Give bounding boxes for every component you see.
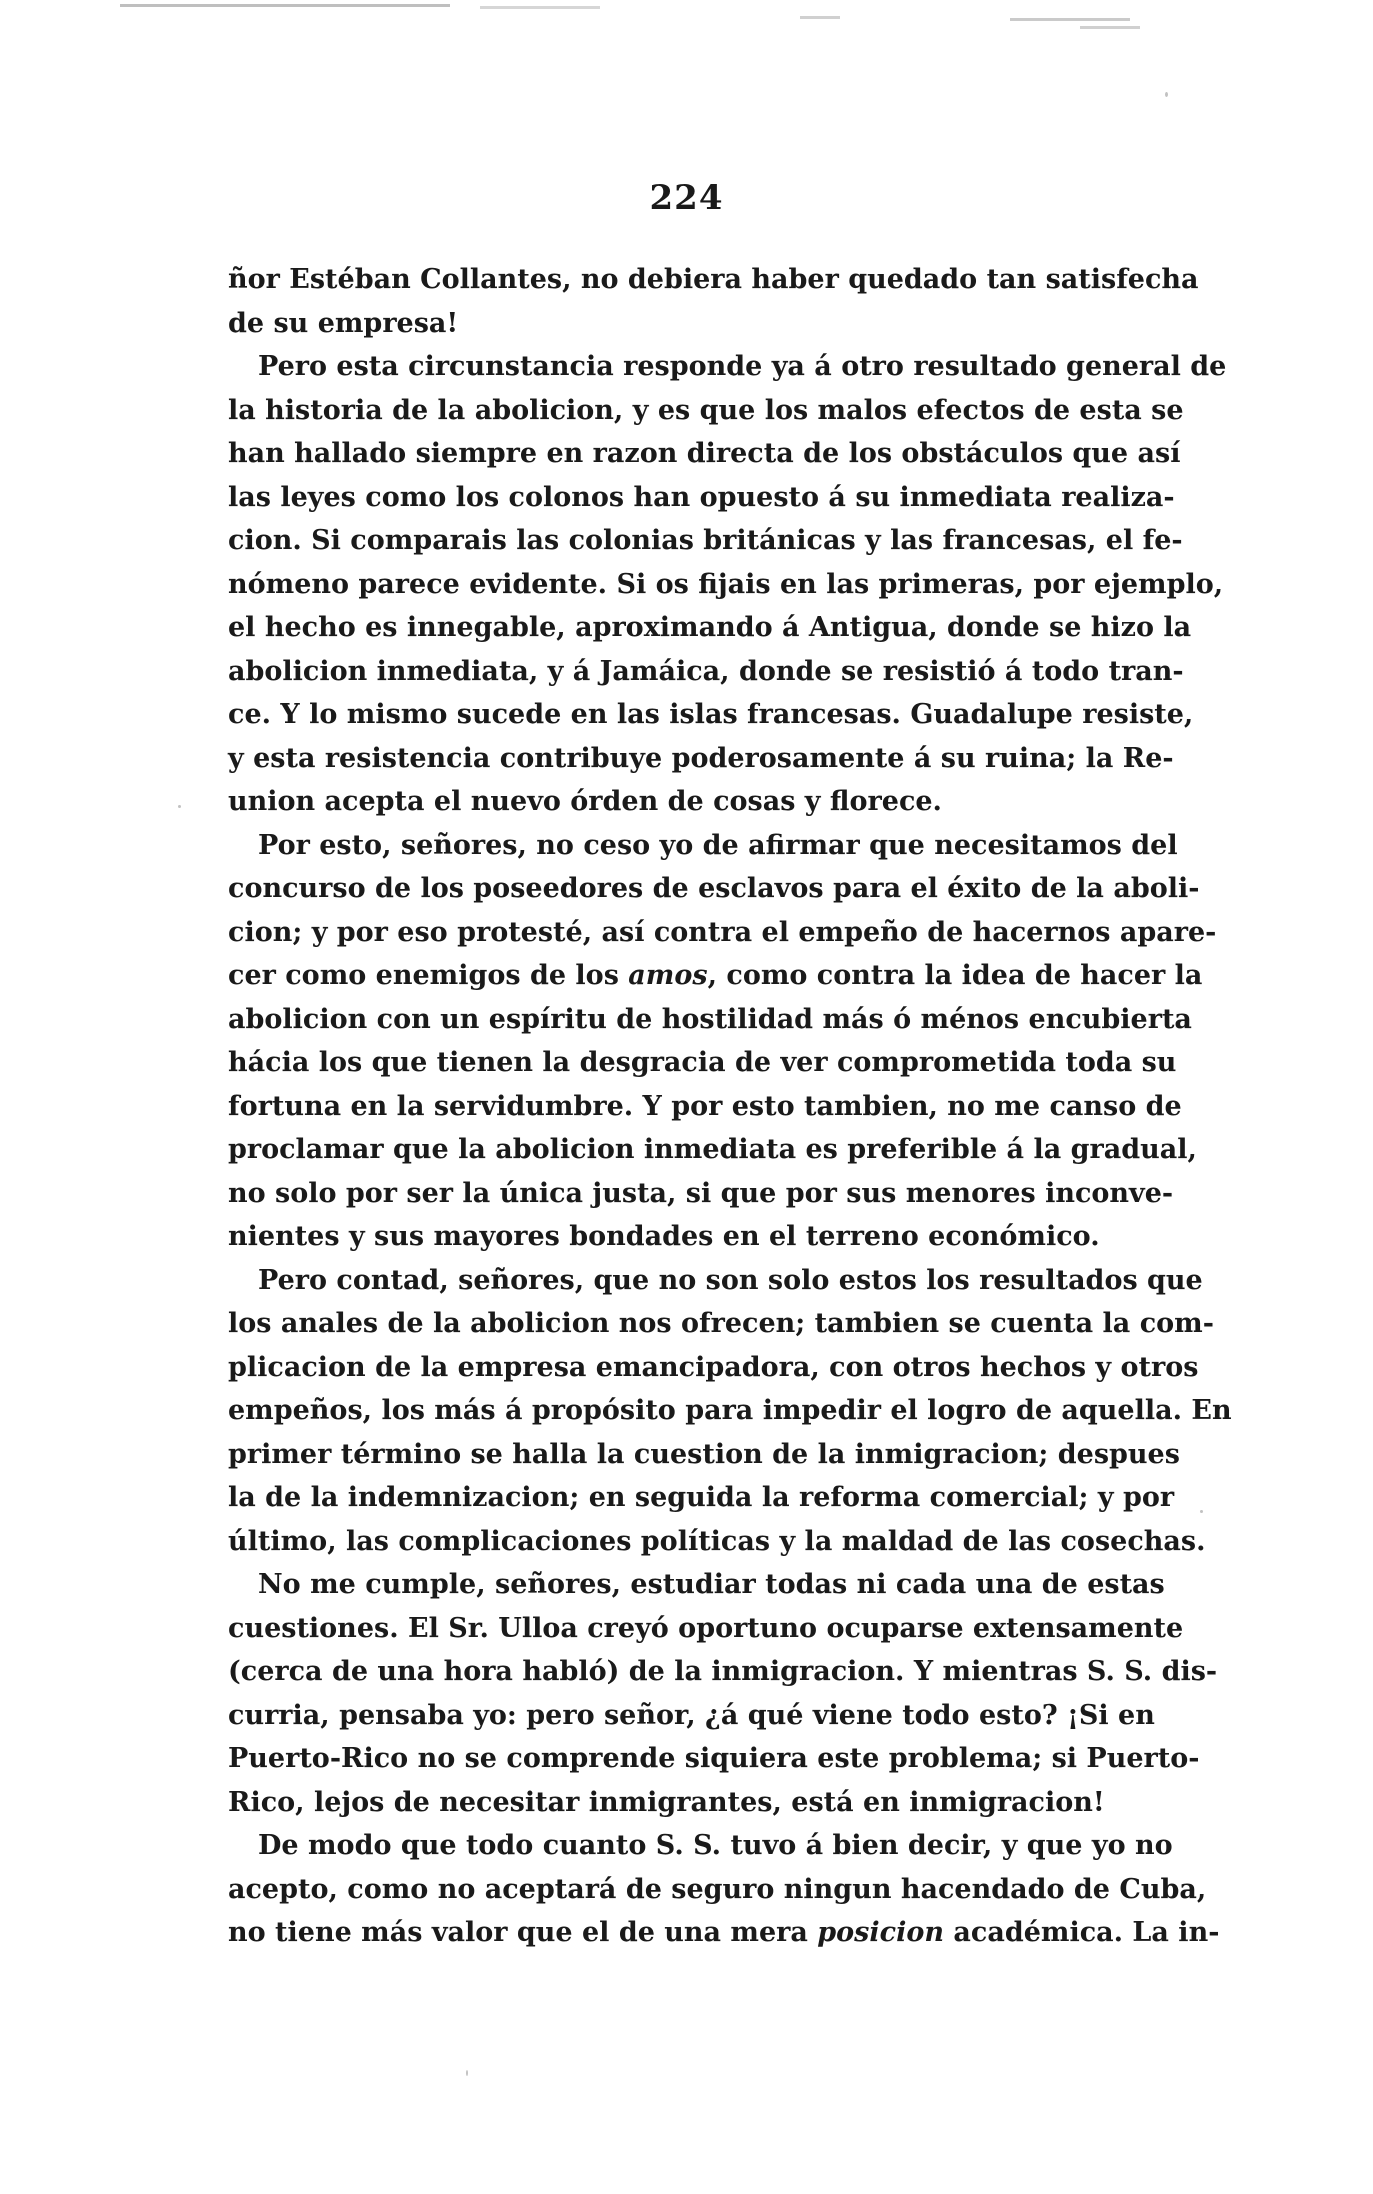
scan-speck [1200,1510,1203,1513]
text-line: nómeno parece evidente. Si os fijais en las primeras, por ejemplo, [228,568,1224,600]
text-line: último, las complicaciones políticas y la maldad de las cosechas. [228,1525,1206,1557]
text-line: abolicion con un espíritu de hostilidad más ó ménos encubierta [228,1003,1192,1035]
text-line: union acepta el nuevo órden de cosas y florece. [228,786,942,817]
text-line: curria, pensaba yo: pero señor, ¿á qué viene todo esto? ¡Si en [228,1699,1155,1731]
text-line: cion. Si comparais las colonias británicas y las francesas, el fe- [228,525,1183,556]
text-line: cion; y por eso protesté, así contra el empeño de hacernos apare- [228,916,1217,948]
text-line: empeños, los más á propósito para impedir el logro de aquella. En [228,1395,1232,1426]
text-line: Por esto, señores, no ceso yo de afirmar que necesitamos del [258,829,1178,861]
text-line: y esta resistencia contribuye poderosamente á su ruina; la Re- [228,742,1174,774]
text-line [228,1911,1220,1955]
text-line: los anales de la abolicion nos ofrecen; tambien se cuenta la com- [228,1308,1214,1339]
text-segment: académica. La in- [943,1917,1220,1948]
body-text [228,258,1232,1955]
text-line: Pero contad, señores, que no son solo estos los resultados que [258,1264,1203,1296]
text-line: No me cumple, señores, estudiar todas ni cada una de estas [258,1569,1165,1600]
text-line: no solo por ser la única justa, si que por sus menores inconve- [228,1177,1174,1209]
text-segment: cer como enemigos de los [228,960,629,991]
text-line: ñor Estéban Collantes, no debiera haber quedado tan satisfecha [228,264,1199,295]
scan-speck [466,2070,468,2076]
text-line: acepto, como no aceptará de seguro ningun hacendado de Cuba, [228,1873,1207,1905]
text-line: fortuna en la servidumbre. Y por esto tambien, no me canso de [228,1090,1182,1122]
scan-speck [178,805,181,808]
text-line: De modo que todo cuanto S. S. tuvo á bien decir, y que yo no [258,1830,1173,1861]
text-line: proclamar que la abolicion inmediata es preferible á la gradual, [228,1134,1197,1165]
text-line: la de la indemnizacion; en seguida la reforma comercial; y por [228,1482,1175,1513]
text-line: hácia los que tienen la desgracia de ver comprometida toda su [228,1047,1177,1078]
text-line: abolicion inmediata, y á Jamáica, donde se resistió á todo tran- [228,655,1184,687]
text-line: las leyes como los colonos han opuesto á su inmediata realiza- [228,481,1175,513]
paragraph-5 [228,1563,1218,1824]
text-line: (cerca de una hora habló) de la inmigracion. Y mientras S. S. dis- [228,1656,1218,1687]
text-line: plicacion de la empresa emancipadora, con otros hechos y otros [228,1351,1199,1383]
text-line: la historia de la abolicion, y es que los malos efectos de esta se [228,394,1184,426]
text-line: ce. Y lo mismo sucede en las islas francesas. Guadalupe resiste, [228,699,1194,730]
text-line: concurso de los poseedores de esclavos para el éxito de la aboli- [228,873,1200,904]
italic-word: posicion [817,1917,944,1948]
text-line: el hecho es innegable, aproximando á Antigua, donde se hizo la [228,612,1192,643]
text-line [228,954,1203,998]
text-line: han hallado siempre en razon directa de los obstáculos que así [228,438,1181,469]
text-line: Pero esta circunstancia responde ya á otro resultado general de [258,351,1227,382]
paragraph-2 [228,345,1227,824]
text-segment: , como contra la idea de hacer la [707,960,1203,991]
scan-speck [1165,92,1168,97]
text-line: cuestiones. El Sr. Ulloa creyó oportuno ocuparse extensamente [228,1612,1184,1644]
page-number: 224 [649,178,724,218]
text-segment: no tiene más valor que el de una mera [228,1917,818,1948]
paragraph-6 [228,1824,1220,1955]
paragraph-1 [228,258,1199,345]
text-line: primer término se halla la cuestion de la inmigracion; despues [228,1438,1180,1470]
text-line: nientes y sus mayores bondades en el terreno económico. [228,1221,1100,1252]
paragraph-3 [228,824,1217,1259]
italic-word: amos [628,960,708,991]
paragraph-4 [228,1259,1232,1564]
text-line: Puerto-Rico no se comprende siquiera este problema; si Puerto- [228,1743,1200,1774]
text-line: Rico, lejos de necesitar inmigrantes, está en inmigracion! [228,1786,1105,1818]
text-line: de su empresa! [228,307,459,339]
